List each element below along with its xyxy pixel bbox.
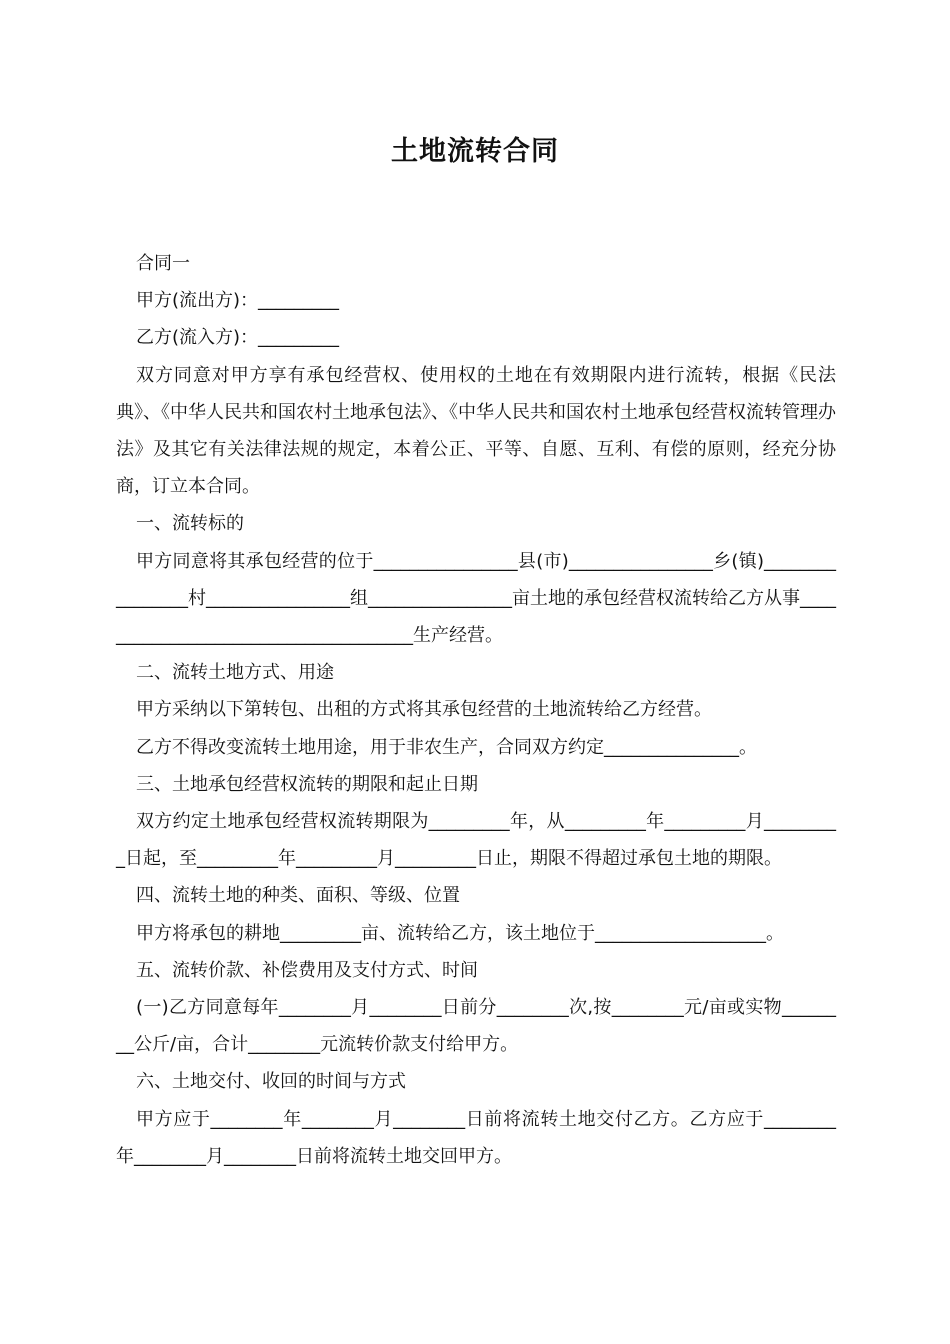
section-heading-3: 三、土地承包经营权流转的期限和起止日期: [136, 773, 478, 795]
document-body: [116, 245, 836, 1175]
section-4-paragraph: 甲方将承包的耕地_________亩、流转给乙方，该土地位于___________________。: [136, 922, 784, 944]
section-heading-4: 四、流转土地的种类、面积、等级、位置: [136, 885, 460, 907]
contract-label: 合同一: [136, 253, 190, 274]
party-b-line: 乙方(流入方)：_________: [136, 327, 340, 349]
section-3-paragraph: 双方约定土地承包经营权流转期限为_________年，从_________年_________月_________日起，至_________年_________月_________日止，期限不得超过承包土地的期限。: [116, 811, 836, 870]
document-title: 土地流转合同: [391, 136, 559, 167]
section-heading-1: 一、流转标的: [136, 513, 244, 535]
section-2-paragraph-2: 乙方不得改变流转土地用途，用于非农生产，合同双方约定_______________。: [136, 736, 757, 758]
party-a-line: 甲方(流出方)：_________: [136, 290, 340, 312]
section-1-paragraph: 甲方同意将其承包经营的位于________________县(市)________________乡(镇)________________村________________组________________亩土地的承包经营权流转给乙方从事_____________________________________生产经营。: [116, 550, 836, 647]
section-heading-5: 五、流转价款、补偿费用及支付方式、时间: [136, 959, 478, 981]
section-2-paragraph-1: 甲方采纳以下第转包、出租的方式将其承包经营的土地流转给乙方经营。: [136, 699, 712, 721]
section-heading-6: 六、土地交付、收回的时间与方式: [136, 1071, 406, 1093]
section-6-paragraph: 甲方应于________年________月________日前将流转土地交付乙方。乙方应于________年________月________日前将流转土地交回甲方。: [116, 1108, 836, 1167]
section-5-paragraph: (一)乙方同意每年________月________日前分________次,按________元/亩或实物________公斤/亩，合计________元流转价款支付给甲方。: [116, 997, 836, 1056]
section-heading-2: 二、流转土地方式、用途: [136, 662, 334, 684]
preamble-paragraph: 双方同意对甲方享有承包经营权、使用权的土地在有效期限内进行流转，根据《民法典》、《中华人民共和国农村土地承包法》、《中华人民共和国农村土地承包经营权流转管理办法》及其它有关法律法规的规定，本着公正、平等、自愿、互利、有偿的原则，经充分协商，订立本合同。: [116, 364, 836, 498]
